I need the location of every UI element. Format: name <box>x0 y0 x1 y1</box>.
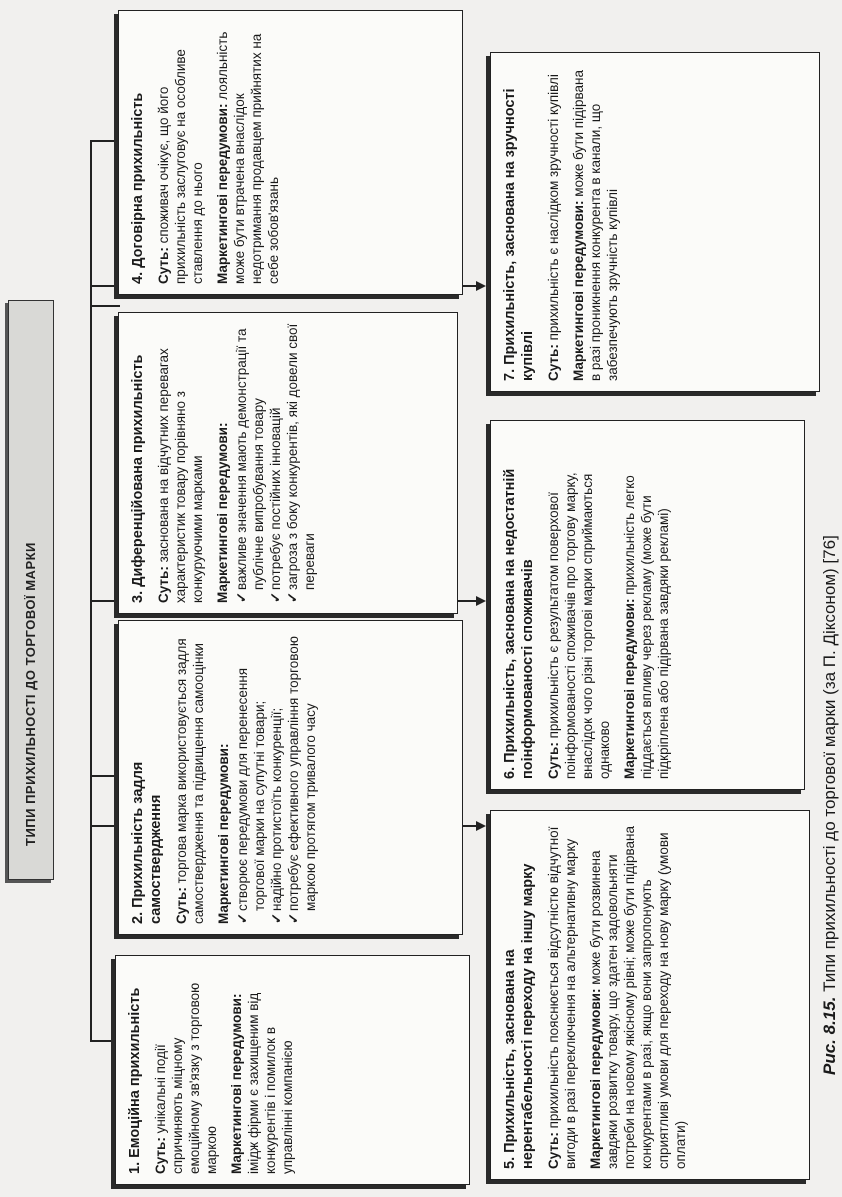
essence-text: торгова марка використовується задля самоствердження та підвищення самооцінки <box>174 638 206 924</box>
card-title: 2. Прихильність задля самоствердження <box>130 761 164 924</box>
prereq-list <box>234 631 319 924</box>
list-item: ✓ надійно протистоїть конкуренції; <box>268 631 285 924</box>
prereq-text: прихильність легко піддається впливу через рекламу (може бути підкріплена або підірвана завдяки рекламі) <box>622 475 671 779</box>
card-title: 7. Прихильність, заснована на зручності купівлі <box>502 88 536 381</box>
card-title: 1. Емоційна прихильність <box>127 987 143 1174</box>
card-prereq <box>570 63 621 381</box>
card-self-affirmation <box>118 620 463 935</box>
card-prereq <box>228 966 296 1174</box>
card-essence <box>545 821 579 1169</box>
card-emotional <box>115 955 470 1185</box>
essence-text: прихильність є наслідком зручності купівлі <box>546 74 561 345</box>
card-essence <box>545 431 613 779</box>
list-item: ✓ важливе значення мають демонстрації та публічне випробування товару <box>233 323 267 603</box>
arrow-head <box>476 821 486 831</box>
prereq-label: Маркетингові передумови: <box>229 993 244 1174</box>
card-essence <box>155 323 206 603</box>
essence-label: Суть: <box>546 1132 561 1169</box>
prereq-label: Маркетингові передумови: <box>571 200 586 381</box>
prereq-label: Маркетингові передумови: <box>588 988 603 1169</box>
card-title: 4. Договірна прихильність <box>130 92 146 284</box>
essence-label: Суть: <box>174 887 189 924</box>
list-item: ✓ потребує постійних інновацій <box>267 323 284 603</box>
figure-caption-text: Типи прихильності до торгової марки (за П. Діксоном) [76] <box>820 535 839 997</box>
card-prereq <box>214 21 282 284</box>
card-title: 3. Диференційована прихильність <box>130 354 146 603</box>
connector <box>90 1040 114 1042</box>
card-prereq <box>587 821 689 1169</box>
card-essence <box>545 63 562 381</box>
essence-text: прихильність є результатом поверхової поінформованості споживачів про торгову марку, внаслідок чого різні торгові марки сприймаються однаково <box>546 472 612 779</box>
card-prereq <box>214 323 231 603</box>
arrow-head <box>476 281 486 291</box>
connector <box>90 140 114 142</box>
prereq-label: Маркетингові передумови: <box>216 743 231 924</box>
prereq-text: імідж фірми є захищеним від конкурентів і помилок в управлінні компанією <box>246 992 295 1174</box>
list-item: ✓ потребує ефективного управління торговою маркою протягом тривалого часу <box>285 631 319 924</box>
diagram-title-text: ТИПИ ПРИХИЛЬНОСТІ ДО ТОРГОВОЇ МАРКИ <box>23 542 38 846</box>
prereq-label: Маркетингові передумови: <box>215 422 230 603</box>
card-essence <box>155 21 206 284</box>
card-title: 6. Прихильність, заснована на недостатній поінформованості споживачів <box>502 468 536 779</box>
figure-caption <box>820 535 840 1075</box>
list-item: ✓ загроза з боку конкурентів, які довели свої переваги <box>284 323 318 603</box>
prereq-text: може бути підірвана в разі проникнення конкурента в канали, що забезпечують зручність купівлі <box>571 70 620 381</box>
essence-label: Суть: <box>156 566 171 603</box>
prereq-label: Маркетингові передумови: <box>215 103 230 284</box>
essence-text: заснована на відчутних перевагах характеристик товару порівняно з конкуруючими марками <box>156 348 205 603</box>
card-switching-cost <box>490 810 810 1180</box>
card-convenience <box>490 52 820 392</box>
connector <box>90 775 120 777</box>
essence-label: Суть: <box>153 1137 168 1174</box>
essence-label: Суть: <box>546 742 561 779</box>
arrow-head <box>476 596 486 606</box>
card-differentiated <box>118 312 458 614</box>
prereq-text: може бути розвинена завдяки розвитку товару, що здатен задовольняти потреби на новому якісному рівні; може бути підірвана конкурентами в разі, якщо вони запропонують сприятливі умови для переходу на нову марку (умови оплати) <box>588 825 688 1169</box>
essence-text: споживач очікує, що його прихильність заслуговує на особливе ставлення до нього <box>156 49 205 284</box>
diagram-title <box>8 300 54 880</box>
list-item: ✓ створює передумови для перенесення торгової марки на супутні товари; <box>234 631 268 924</box>
card-essence <box>173 631 207 924</box>
card-contractual <box>118 10 463 295</box>
card-low-awareness <box>490 420 805 790</box>
connector <box>90 305 120 307</box>
figure-label: Рис. 8.15. <box>820 996 839 1075</box>
essence-text: прихильність пояснюється відсутністю відчутної вигоди в разі переключення на альтернативну марку <box>546 826 578 1169</box>
connector <box>90 140 92 1040</box>
prereq-label: Маркетингові передумови: <box>622 598 637 779</box>
essence-label: Суть: <box>156 247 171 284</box>
card-essence <box>152 966 220 1174</box>
prereq-list <box>233 323 318 603</box>
essence-label: Суть: <box>546 344 561 381</box>
card-prereq <box>621 431 672 779</box>
essence-text: унікальні події спричиняють міцному емоційному зв'язку з торговою маркою <box>153 982 219 1174</box>
card-prereq <box>215 631 232 924</box>
prereq-text: лояльність може бути втрачена внаслідок недотримання продавцем прийнятих на себе зобов'язань <box>215 31 281 284</box>
card-title: 5. Прихильність, заснована на нерентабельності переходу на іншу марку <box>502 863 536 1169</box>
